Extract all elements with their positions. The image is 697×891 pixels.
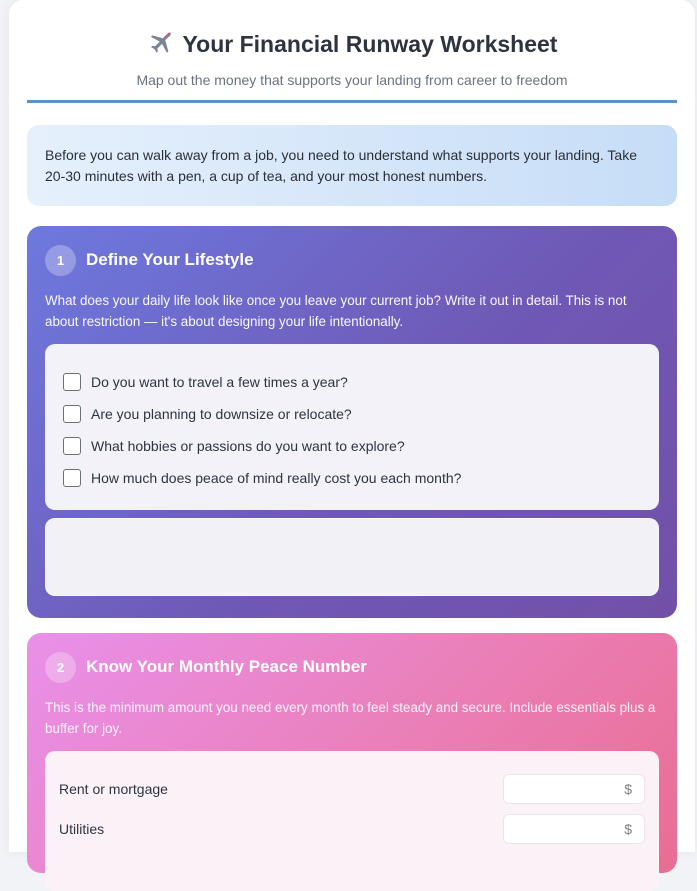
lifestyle-notes-textarea[interactable] <box>45 518 659 596</box>
worksheet-page <box>9 0 695 852</box>
header <box>9 0 695 88</box>
checklist-item[interactable] <box>63 462 641 494</box>
checkbox[interactable] <box>63 469 81 487</box>
checkbox[interactable] <box>63 373 81 391</box>
section-number-badge: 2 <box>45 652 76 683</box>
checklist-item[interactable] <box>63 366 641 398</box>
section-define-lifestyle <box>27 226 677 618</box>
section-title: Know Your Monthly Peace Number <box>86 657 367 676</box>
section-description: This is the minimum amount you need every month to feel steady and secure. Include essentials plus a buffer for joy. <box>45 700 656 736</box>
expense-label: Utilities <box>59 821 105 837</box>
section-number-badge: 1 <box>45 245 76 276</box>
checklist-item-label: How much does peace of mind really cost you each month? <box>91 470 462 486</box>
utilities-amount-input[interactable] <box>503 814 645 844</box>
checklist-item-label: Do you want to travel a few times a year? <box>91 374 348 390</box>
currency-symbol: $ <box>624 781 632 797</box>
intro-text: Before you can walk away from a job, you need to understand what supports your landing. Take 20-30 minutes with a pen, a cup of tea, and your most honest numbers. <box>45 147 637 184</box>
expense-row <box>59 773 645 805</box>
header-divider <box>27 100 677 103</box>
section-header <box>45 651 659 683</box>
checklist-item[interactable] <box>63 398 641 430</box>
checkbox[interactable] <box>63 405 81 423</box>
expense-label: Rent or mortgage <box>59 781 168 797</box>
page-title <box>9 30 695 58</box>
section-peace-number <box>27 633 677 873</box>
section-title: Define Your Lifestyle <box>86 250 254 269</box>
currency-symbol: $ <box>624 821 632 837</box>
intro-box <box>27 125 677 206</box>
checklist-item[interactable] <box>63 430 641 462</box>
expense-list <box>45 751 659 891</box>
section-header <box>45 244 659 276</box>
page-subtitle: Map out the money that supports your landing from career to freedom <box>136 72 568 88</box>
expense-row <box>59 813 645 845</box>
checklist-item-label: Are you planning to downsize or relocate? <box>91 406 352 422</box>
airplane-icon <box>147 31 173 57</box>
rent-amount-input[interactable] <box>503 774 645 804</box>
title-text: Your Financial Runway Worksheet <box>182 30 558 57</box>
section-description: What does your daily life look like once you leave your current job? Write it out in detail. This is not about restriction — it's about designing your life intentionally. <box>45 293 627 329</box>
lifestyle-checklist <box>45 344 659 510</box>
checklist-item-label: What hobbies or passions do you want to explore? <box>91 438 405 454</box>
checkbox[interactable] <box>63 437 81 455</box>
